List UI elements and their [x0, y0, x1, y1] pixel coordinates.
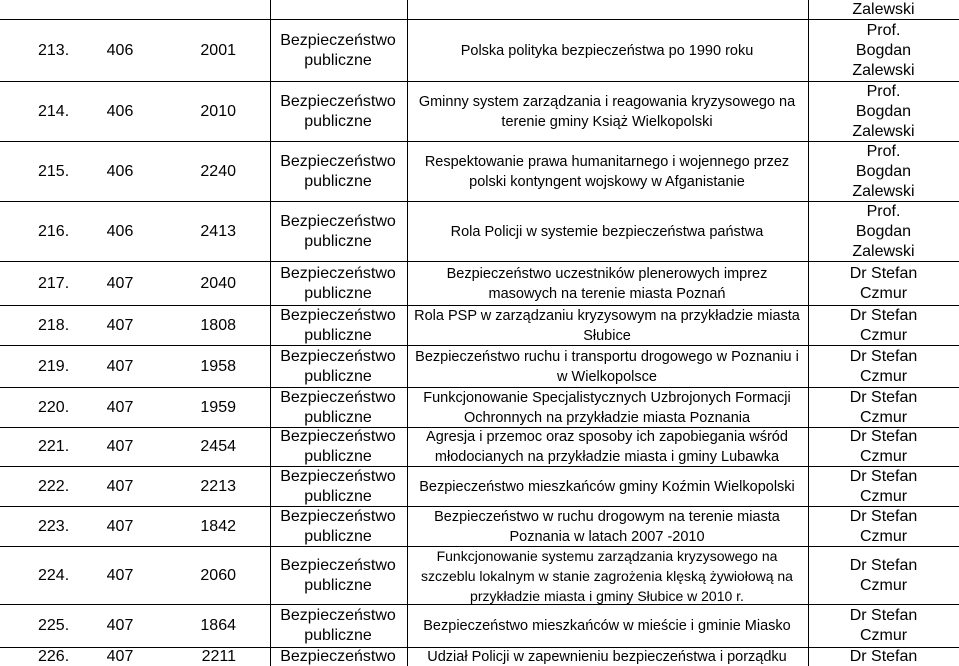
supervisor-line: Czmur	[859, 627, 908, 644]
row-id: 1958	[200, 357, 236, 375]
supervisor-line: Bogdan	[855, 41, 912, 59]
supervisor-line: Zalewski	[852, 182, 915, 200]
row-field	[270, 262, 406, 305]
column-divider	[808, 547, 809, 604]
column-divider	[407, 82, 408, 141]
supervisor-line: Prof.	[866, 21, 901, 39]
field-line: Bezpieczeństwo	[280, 648, 396, 665]
supervisor	[808, 648, 959, 666]
thesis-title: Rola Policji w systemie bezpieczeństwa państwa	[450, 223, 764, 240]
column-divider	[270, 346, 271, 387]
row-id: 1864	[200, 617, 236, 634]
row-number: 226.	[38, 648, 70, 665]
row-id: 2213	[200, 477, 236, 495]
field-line: publiczne	[304, 527, 372, 545]
column-divider	[270, 467, 271, 506]
column-divider	[407, 388, 408, 427]
table-row	[0, 306, 959, 346]
row-code: 407	[106, 477, 134, 495]
column-divider	[407, 202, 408, 261]
column-divider	[270, 507, 271, 546]
column-divider	[808, 428, 809, 466]
row-id	[140, 0, 270, 19]
column-divider	[270, 388, 271, 427]
thesis-title: Polska polityka bezpieczeństwa po 1990 roku	[460, 42, 754, 59]
supervisor-line: Czmur	[859, 527, 908, 545]
row-id: 2001	[200, 41, 236, 59]
column-divider	[270, 20, 271, 81]
row-field	[270, 507, 406, 546]
table-row	[0, 388, 959, 428]
column-divider	[407, 306, 408, 345]
row-field	[270, 306, 406, 345]
supervisor	[808, 346, 959, 387]
row-number	[0, 0, 100, 19]
field-line: Bezpieczeństwo	[280, 92, 396, 110]
row-field	[270, 388, 406, 427]
supervisor	[808, 262, 959, 305]
field-line: Bezpieczeństwo	[280, 347, 396, 365]
field-line: Bezpieczeństwo	[280, 428, 396, 445]
column-divider	[808, 202, 809, 261]
field-line: Bezpieczeństwo	[280, 212, 396, 230]
row-code: 407	[106, 438, 134, 455]
field-line: publiczne	[304, 326, 372, 344]
supervisor	[808, 605, 959, 647]
field-line: Bezpieczeństwo	[280, 264, 396, 282]
supervisor-line: Dr Stefan	[849, 556, 918, 574]
column-divider	[808, 605, 809, 647]
row-code: 407	[106, 398, 134, 416]
supervisor-line: Dr Stefan	[849, 306, 918, 324]
thesis-title: Bezpieczeństwo w ruchu drogowym na terenie miasta Poznania w latach 2007 -2010	[434, 508, 780, 545]
column-divider	[270, 306, 271, 345]
table-row	[0, 467, 959, 507]
supervisor	[808, 388, 959, 427]
column-divider	[407, 507, 408, 546]
thesis-title: Gminny system zarządzania i reagowania kryzysowego na terenie gminy Książ Wielkopolski	[418, 93, 796, 130]
row-id: 2413	[200, 222, 236, 240]
thesis-title: Agresja i przemoc oraz sposoby ich zapobiegania wśród młodocianych na przykładzie miasta i gminy Lubawka	[426, 429, 788, 465]
row-number: 213.	[38, 41, 70, 59]
table-row	[0, 605, 959, 648]
supervisor-line: Czmur	[859, 576, 908, 594]
column-divider	[407, 605, 408, 647]
column-divider	[407, 346, 408, 387]
column-divider	[407, 547, 408, 604]
table-row	[0, 262, 959, 306]
row-field	[270, 648, 406, 666]
column-divider	[407, 142, 408, 201]
column-divider	[808, 82, 809, 141]
row-code: 407	[106, 566, 134, 584]
table-row	[0, 346, 959, 388]
supervisor-line: Prof.	[866, 142, 901, 160]
row-number: 225.	[38, 617, 70, 634]
supervisor-line: Czmur	[859, 448, 908, 465]
field-line: Bezpieczeństwo	[280, 152, 396, 170]
column-divider	[808, 467, 809, 506]
row-number: 217.	[38, 274, 70, 292]
column-divider	[808, 0, 809, 19]
table-row	[0, 507, 959, 547]
row-number: 223.	[38, 517, 70, 535]
column-divider	[808, 346, 809, 387]
column-divider	[407, 648, 408, 666]
row-field	[270, 142, 406, 201]
column-divider	[808, 20, 809, 81]
row-number: 215.	[38, 162, 70, 180]
row-field	[270, 82, 406, 141]
column-divider	[808, 306, 809, 345]
field-line: Bezpieczeństwo	[280, 607, 396, 624]
thesis-title: Funkcjonowanie Specjalistycznych Uzbrojonych Formacji Ochronnych na przykładzie miasta Poznania	[423, 389, 791, 426]
column-divider	[808, 507, 809, 546]
table-row	[0, 20, 959, 82]
field-line: publiczne	[304, 487, 372, 505]
row-id: 2454	[200, 438, 236, 455]
row-number: 222.	[38, 477, 70, 495]
table-row	[0, 0, 959, 20]
column-divider	[270, 202, 271, 261]
row-number: 221.	[38, 438, 70, 455]
supervisor-line: Czmur	[859, 408, 908, 426]
row-number: 220.	[38, 398, 70, 416]
supervisor	[808, 202, 959, 261]
supervisor-line: Czmur	[859, 326, 908, 344]
supervisor	[808, 306, 959, 345]
row-code: 407	[106, 274, 134, 292]
row-field	[270, 547, 406, 604]
column-divider	[270, 142, 271, 201]
field-line: publiczne	[304, 172, 372, 190]
supervisor-line: Dr Stefan	[849, 467, 918, 485]
column-divider	[270, 428, 271, 466]
supervisor-line: Bogdan	[855, 222, 912, 240]
table-row	[0, 202, 959, 262]
column-divider	[270, 547, 271, 604]
supervisor-line: Dr Stefan	[849, 507, 918, 525]
column-divider	[270, 82, 271, 141]
supervisor-line: Bogdan	[855, 162, 912, 180]
supervisor-line: Prof.	[866, 202, 901, 220]
row-number: 224.	[38, 566, 70, 584]
row-number: 218.	[38, 316, 70, 334]
table-row	[0, 428, 959, 467]
row-id: 1808	[200, 316, 236, 334]
column-divider	[270, 605, 271, 647]
row-field	[270, 0, 406, 19]
row-field	[270, 20, 406, 81]
row-field	[270, 346, 406, 387]
field-line: Bezpieczeństwo	[280, 388, 396, 406]
row-code: 406	[106, 162, 134, 180]
supervisor	[808, 142, 959, 201]
field-line: publiczne	[304, 51, 372, 69]
supervisor	[808, 507, 959, 546]
field-line: publiczne	[304, 408, 372, 426]
table-row	[0, 142, 959, 202]
column-divider	[270, 648, 271, 666]
column-divider	[407, 262, 408, 305]
row-field	[270, 605, 406, 647]
row-code: 407	[106, 648, 134, 665]
supervisor-line: Dr Stefan	[849, 648, 918, 665]
row-field	[270, 202, 406, 261]
column-divider	[407, 467, 408, 506]
row-code: 406	[106, 41, 134, 59]
column-divider	[407, 0, 408, 19]
field-line: Bezpieczeństwo	[280, 556, 396, 574]
field-line: Bezpieczeństwo	[280, 31, 396, 49]
row-id: 1959	[200, 398, 236, 416]
row-code: 407	[106, 617, 134, 634]
field-line: publiczne	[304, 576, 372, 594]
column-divider	[270, 262, 271, 305]
table-row	[0, 547, 959, 605]
row-code: 406	[106, 102, 134, 120]
thesis-title: Udział Policji w zapewnieniu bezpieczeństwa i porządku	[427, 649, 787, 665]
row-id: 2060	[200, 566, 236, 584]
thesis-title: Bezpieczeństwo mieszkańców w mieście i gminie Miasko	[423, 618, 791, 634]
column-divider	[808, 388, 809, 427]
supervisor-line: Dr Stefan	[849, 347, 918, 365]
field-line: publiczne	[304, 112, 372, 130]
supervisor-line: Dr Stefan	[849, 388, 918, 406]
row-id: 2211	[201, 648, 236, 665]
thesis-title	[407, 0, 807, 19]
field-line: Bezpieczeństwo	[280, 467, 396, 485]
table-row	[0, 82, 959, 142]
column-divider	[270, 0, 271, 19]
column-divider	[407, 428, 408, 466]
row-number: 219.	[38, 357, 70, 375]
row-id: 2240	[200, 162, 236, 180]
supervisor-line: Zalewski	[852, 242, 915, 260]
supervisor-line: Bogdan	[855, 102, 912, 120]
supervisor-line: Czmur	[859, 284, 908, 302]
column-divider	[407, 20, 408, 81]
row-id: 2040	[200, 274, 236, 292]
supervisor	[808, 0, 959, 19]
thesis-title: Bezpieczeństwo uczestników plenerowych imprez masowych na terenie miasta Poznań	[446, 265, 768, 302]
row-number: 216.	[38, 222, 70, 240]
supervisor-line: Dr Stefan	[849, 264, 918, 282]
row-code: 407	[106, 316, 134, 334]
row-id: 1842	[200, 517, 236, 535]
field-line: Bezpieczeństwo	[280, 507, 396, 525]
column-divider	[808, 142, 809, 201]
row-field	[270, 467, 406, 506]
supervisor	[808, 20, 959, 81]
table-row	[0, 648, 959, 666]
row-code	[100, 0, 140, 19]
supervisor-line: Zalewski	[852, 61, 915, 79]
supervisor-line: Prof.	[866, 82, 901, 100]
supervisor	[808, 467, 959, 506]
thesis-title: Bezpieczeństwo ruchu i transportu drogowego w Poznaniu i w Wielkopolsce	[415, 348, 799, 385]
supervisor	[808, 82, 959, 141]
row-field	[270, 428, 406, 466]
row-id: 2010	[200, 102, 236, 120]
row-code: 406	[106, 222, 134, 240]
field-line: publiczne	[304, 232, 372, 250]
column-divider	[808, 648, 809, 666]
field-line: Bezpieczeństwo	[280, 306, 396, 324]
column-divider	[808, 262, 809, 305]
thesis-title: Funkcjonowanie systemu zarządzania kryzysowego na szczeblu lokalnym w stanie zagrożenia klęską żywiołową na przykładzie miasta i gminy Słubice w 2010 r.	[421, 547, 793, 604]
field-line: publiczne	[304, 627, 372, 644]
supervisor-line: Czmur	[859, 487, 908, 505]
thesis-title: Respektowanie prawa humanitarnego i wojennego przez polski kontyngent wojskowy w Afganistanie	[424, 153, 790, 190]
supervisor-line: Zalewski	[852, 0, 915, 18]
row-number: 214.	[38, 102, 70, 120]
supervisor-line: Dr Stefan	[849, 607, 918, 624]
supervisor	[808, 547, 959, 604]
supervisor	[808, 428, 959, 466]
field-line: publiczne	[304, 448, 372, 465]
row-code: 407	[106, 357, 134, 375]
supervisor-line: Czmur	[859, 367, 908, 385]
row-code: 407	[106, 517, 134, 535]
supervisor-line: Dr Stefan	[849, 428, 918, 445]
field-line: publiczne	[304, 367, 372, 385]
supervisor-line: Zalewski	[852, 122, 915, 140]
thesis-title: Bezpieczeństwo mieszkańców gminy Koźmin Wielkopolski	[419, 478, 795, 495]
field-line: publiczne	[304, 284, 372, 302]
thesis-title: Rola PSP w zarządzaniu kryzysowym na przykładzie miasta Słubice	[414, 307, 800, 344]
